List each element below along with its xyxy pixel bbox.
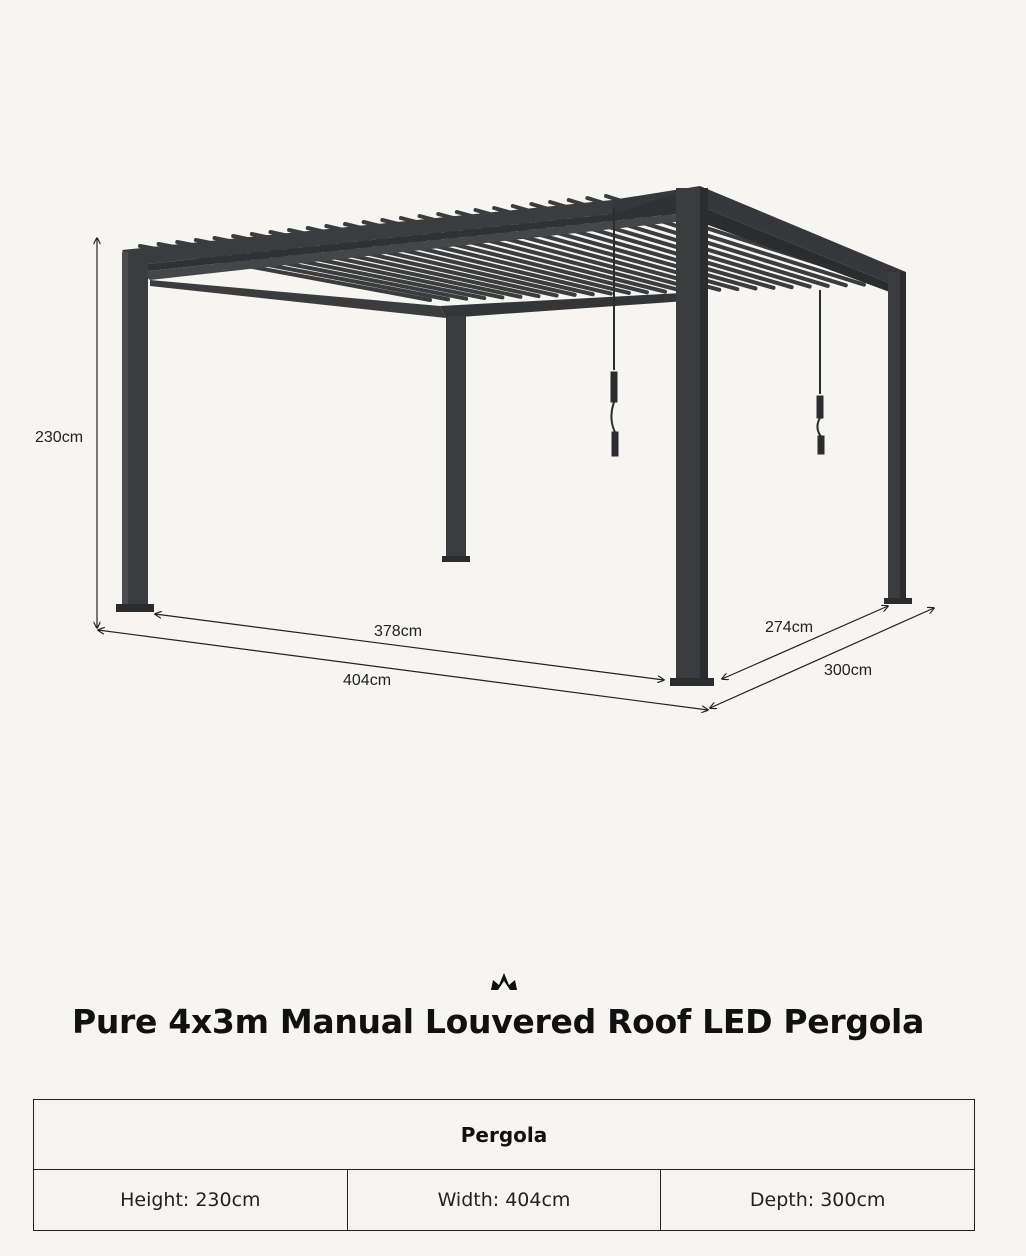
outer-width-dimension-label: 404cm	[343, 672, 392, 689]
inner-width-dimension-label: 378cm	[374, 623, 423, 640]
crown-icon	[489, 970, 519, 992]
height-dimension-label: 230cm	[35, 429, 84, 446]
spec-width-cell: Width: 404cm	[347, 1170, 661, 1230]
spec-height-cell: Height: 230cm	[120, 1189, 261, 1211]
spec-table	[33, 1099, 975, 1231]
inner-depth-dimension-label: 274cm	[765, 619, 814, 636]
product-title: Pure 4x3m Manual Louvered Roof LED Pergola	[71, 1002, 925, 1041]
spec-table-header: Pergola	[34, 1100, 974, 1170]
outer-depth-dimension-label: 300cm	[824, 662, 873, 679]
spec-table-row	[34, 1170, 974, 1230]
spec-depth-cell: Depth: 300cm	[660, 1170, 974, 1230]
